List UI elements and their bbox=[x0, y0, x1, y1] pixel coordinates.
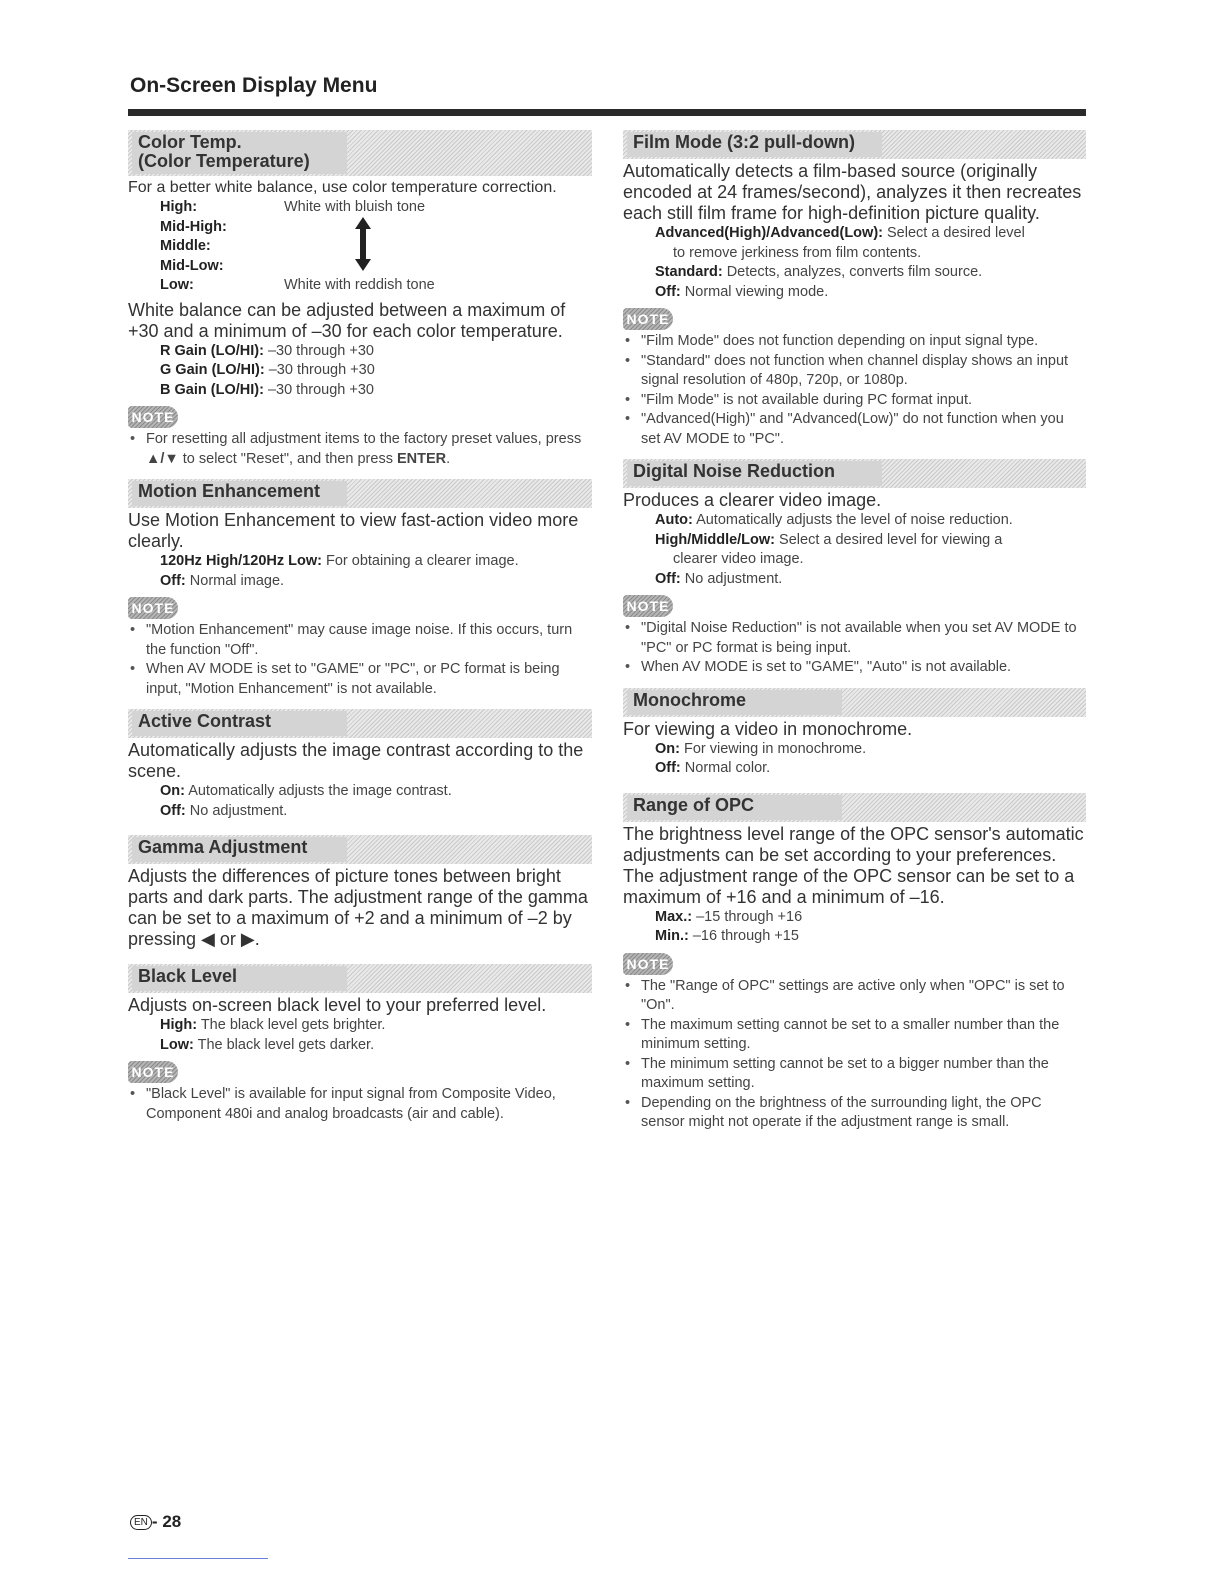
note-badge: NOTE bbox=[128, 1061, 178, 1083]
table-row: Mid-Low: bbox=[160, 257, 224, 274]
gamma-header bbox=[128, 835, 592, 864]
active-contrast-option: Off: No adjustment. bbox=[160, 802, 288, 819]
list-item: • "Digital Noise Reduction" is not available when you set AV MODE to "PC" or PC format is being input. bbox=[623, 619, 1086, 658]
range-opc-title: Range of OPC bbox=[633, 794, 755, 815]
note-badge: NOTE bbox=[128, 406, 178, 428]
list-item: • "Film Mode" is not available during PC format input. bbox=[623, 391, 1086, 411]
range-opc-header bbox=[623, 793, 1086, 822]
balance-text: White balance can be adjusted between a maximum of +30 and a minimum of –30 for each color temperature. bbox=[128, 299, 566, 341]
table-row: Low: White with reddish tone bbox=[160, 277, 435, 293]
monochrome-intro: For viewing a video in monochrome. bbox=[623, 718, 913, 739]
film-mode-option: Off: Normal viewing mode. bbox=[655, 283, 829, 300]
film-mode-title: Film Mode (3:2 pull-down) bbox=[633, 132, 855, 152]
title-rule bbox=[128, 109, 1086, 116]
color-temp-header bbox=[128, 130, 592, 176]
film-mode-notes bbox=[623, 332, 1086, 449]
motion-option: 120Hz High/120Hz Low: For obtaining a clearer image. bbox=[160, 553, 519, 569]
list-item: • The "Range of OPC" settings are active only when "OPC" is set to "On". bbox=[623, 977, 1086, 1016]
list-item: • For resetting all adjustment items to the factory preset values, press ▲/▼ to select "Reset", and then press ENTER. bbox=[128, 430, 592, 469]
page-title: On-Screen Display Menu bbox=[130, 74, 378, 97]
list-item: • "Black Level" is available for input signal from Composite Video, Component 480i and analog broadcasts (air and cable). bbox=[128, 1085, 592, 1124]
color-temp-title: Color Temp. (Color Temperature) bbox=[138, 132, 310, 171]
motion-title: Motion Enhancement bbox=[138, 481, 321, 501]
page-footer: EN - 28 bbox=[130, 1512, 181, 1532]
black-level-header bbox=[128, 964, 592, 993]
note-badge: NOTE bbox=[128, 597, 178, 619]
note-badge: NOTE bbox=[623, 308, 673, 330]
active-contrast-intro: Automatically adjusts the image contrast according to the scene. bbox=[128, 740, 584, 781]
range-opc-notes bbox=[623, 977, 1086, 1133]
list-item: • When AV MODE is set to "GAME", "Auto" is not available. bbox=[623, 658, 1086, 678]
language-en-icon: EN bbox=[130, 1515, 152, 1530]
list-item: • Depending on the brightness of the surrounding light, the OPC sensor might not operate if the adjustment range is small. bbox=[623, 1094, 1086, 1133]
list-item: • "Advanced(High)" and "Advanced(Low)" do not function when you set AV MODE to "PC". bbox=[623, 410, 1086, 449]
dnr-intro: Produces a clearer video image. bbox=[623, 490, 882, 510]
motion-intro: Use Motion Enhancement to view fast-action video more clearly. bbox=[128, 510, 579, 551]
up-down-keys-icon: ▲/▼ bbox=[146, 450, 179, 467]
film-mode-option: Advanced(High)/Advanced(Low): Select a desired level to remove jerkiness from film contents. bbox=[655, 225, 1025, 261]
black-level-option: Low: The black level gets darker. bbox=[160, 1036, 375, 1053]
gamma-intro: Adjusts the differences of picture tones between bright parts and dark parts. The adjustment range of the gamma can be set to a maximum of +2 and a minimum of –2 by pressing ◀ or ▶. bbox=[128, 866, 588, 949]
table-row: High: White with bluish tone bbox=[160, 199, 426, 215]
table-row: Middle: bbox=[160, 238, 211, 254]
list-item: • "Film Mode" does not function depending on input signal type. bbox=[623, 332, 1086, 352]
gain-r: R Gain (LO/HI): –30 through +30 bbox=[160, 342, 374, 359]
gain-b: B Gain (LO/HI): –30 through +30 bbox=[160, 381, 374, 398]
dnr-option: Auto: Automatically adjusts the level of noise reduction. bbox=[655, 512, 1013, 528]
black-level-option: High: The black level gets brighter. bbox=[160, 1017, 386, 1033]
range-opc-intro: The brightness level range of the OPC sensor's automatic adjustments can be set according to your preferences. The adjustment range of the OPC sensor can be set to a maximum of +16 and a minimum of –16. bbox=[623, 823, 1084, 907]
gamma-title: Gamma Adjustment bbox=[138, 837, 308, 857]
active-contrast-option: On: Automatically adjusts the image contrast. bbox=[160, 783, 452, 799]
range-opc-option: Min.: –16 through +15 bbox=[655, 928, 799, 944]
list-item: • The minimum setting cannot be set to a bigger number than the maximum setting. bbox=[623, 1055, 1086, 1094]
color-temp-notes bbox=[128, 430, 592, 469]
dnr-header bbox=[623, 459, 1086, 488]
dnr-title: Digital Noise Reduction bbox=[633, 461, 836, 481]
color-temp-table bbox=[128, 198, 592, 296]
note-badge: NOTE bbox=[623, 595, 673, 617]
note-badge: NOTE bbox=[623, 953, 673, 975]
monochrome-title: Monochrome bbox=[633, 689, 747, 710]
up-down-arrow-icon bbox=[354, 217, 372, 271]
film-mode-option: Standard: Detects, analyzes, converts film source. bbox=[655, 264, 983, 280]
monochrome-header bbox=[623, 688, 1086, 717]
dnr-option: High/Middle/Low: Select a desired level for viewing a clearer video image. bbox=[655, 531, 1003, 567]
motion-header bbox=[128, 479, 592, 508]
motion-option: Off: Normal image. bbox=[160, 572, 285, 589]
dnr-notes bbox=[623, 619, 1086, 678]
monochrome-option: Off: Normal color. bbox=[655, 760, 771, 776]
active-contrast-header bbox=[128, 709, 592, 738]
right-arrow-icon: ▶ bbox=[240, 929, 255, 949]
list-item: • When AV MODE is set to "GAME" or "PC", or PC format is being input, "Motion Enhancement" is not available. bbox=[128, 660, 592, 699]
black-level-title: Black Level bbox=[138, 966, 238, 986]
table-row: Mid-High: bbox=[160, 218, 227, 235]
color-temp-intro: For a better white balance, use color temperature correction. bbox=[128, 179, 557, 196]
right-column bbox=[623, 130, 1086, 1133]
list-item: • "Motion Enhancement" may cause image noise. If this occurs, turn the function "Off". bbox=[128, 621, 592, 660]
list-item: • "Standard" does not function when channel display shows an input signal resolution of 480p, 720p, or 1080p. bbox=[623, 352, 1086, 391]
active-contrast-title: Active Contrast bbox=[138, 711, 272, 731]
left-arrow-icon: ◀ bbox=[201, 929, 215, 949]
black-level-intro: Adjusts on-screen black level to your preferred level. bbox=[128, 995, 547, 1015]
left-column bbox=[128, 130, 592, 1124]
footer-rule bbox=[128, 1558, 268, 1559]
page-number: 28 bbox=[162, 1512, 182, 1531]
list-item: • The maximum setting cannot be set to a smaller number than the minimum setting. bbox=[623, 1016, 1086, 1055]
dnr-option: Off: No adjustment. bbox=[655, 570, 783, 587]
monochrome-option: On: For viewing in monochrome. bbox=[655, 740, 867, 757]
film-mode-header bbox=[623, 130, 1086, 159]
motion-notes bbox=[128, 621, 592, 699]
range-opc-option: Max.: –15 through +16 bbox=[655, 908, 803, 925]
black-level-notes bbox=[128, 1085, 592, 1124]
gain-g: G Gain (LO/HI): –30 through +30 bbox=[160, 362, 375, 378]
film-mode-intro: Automatically detects a film-based source (originally encoded at 24 frames/second), analyzes it then recreates each still film frame for high-definition picture quality. bbox=[623, 161, 1082, 223]
